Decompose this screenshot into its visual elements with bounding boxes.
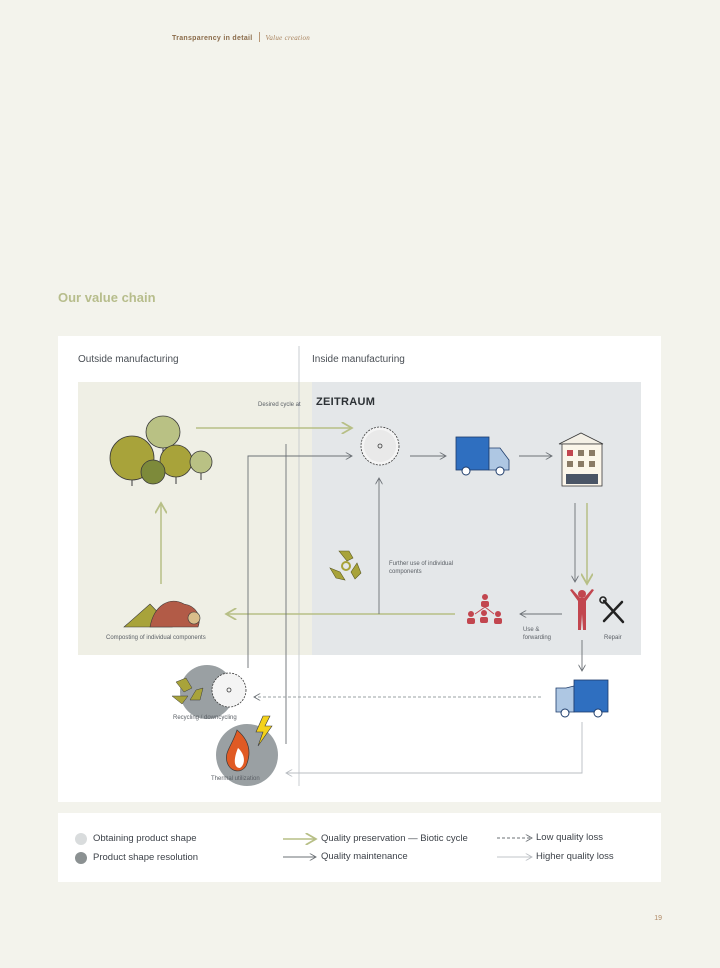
legend-quality-maintenance: Quality maintenance bbox=[321, 851, 408, 862]
header-subsection: Value creation bbox=[265, 34, 311, 42]
recycling-downcycling-node bbox=[172, 665, 246, 719]
recycling-label: Recycling / downcycling bbox=[173, 715, 237, 721]
legend-light-dot bbox=[75, 833, 87, 845]
inside-manufacturing-label: Inside manufacturing bbox=[312, 354, 405, 365]
legend-higher-loss: Higher quality loss bbox=[536, 851, 614, 862]
factory-building-icon bbox=[559, 433, 603, 486]
repair-label: Repair bbox=[604, 635, 622, 641]
header-section: Transparency in detail bbox=[172, 35, 253, 42]
saw-blade-icon bbox=[361, 427, 399, 465]
composting-label: Composting of individual components bbox=[106, 635, 206, 641]
legend-obtaining: Obtaining product shape bbox=[93, 833, 197, 844]
further-use-label: Further use of individual components bbox=[389, 561, 454, 575]
section-title: Our value chain bbox=[58, 290, 156, 305]
legend-low-loss: Low quality loss bbox=[536, 832, 604, 843]
truck-return-icon bbox=[556, 680, 608, 717]
brand-logo: ZEITRAUM bbox=[316, 396, 376, 408]
use-forwarding-label: Use & forwarding bbox=[523, 627, 552, 641]
legend-dark-dot bbox=[75, 852, 87, 864]
thermal-label: Thermal utilization bbox=[211, 776, 260, 782]
page-number: 19 bbox=[654, 915, 662, 922]
outside-manufacturing-label: Outside manufacturing bbox=[78, 354, 179, 365]
desired-cycle-label: Desired cycle at bbox=[258, 402, 301, 408]
legend-resolution: Product shape resolution bbox=[93, 852, 199, 863]
arrow-truck-to-thermal bbox=[286, 722, 582, 773]
legend-quality-preservation: Quality preservation — Biotic cycle bbox=[321, 833, 468, 844]
